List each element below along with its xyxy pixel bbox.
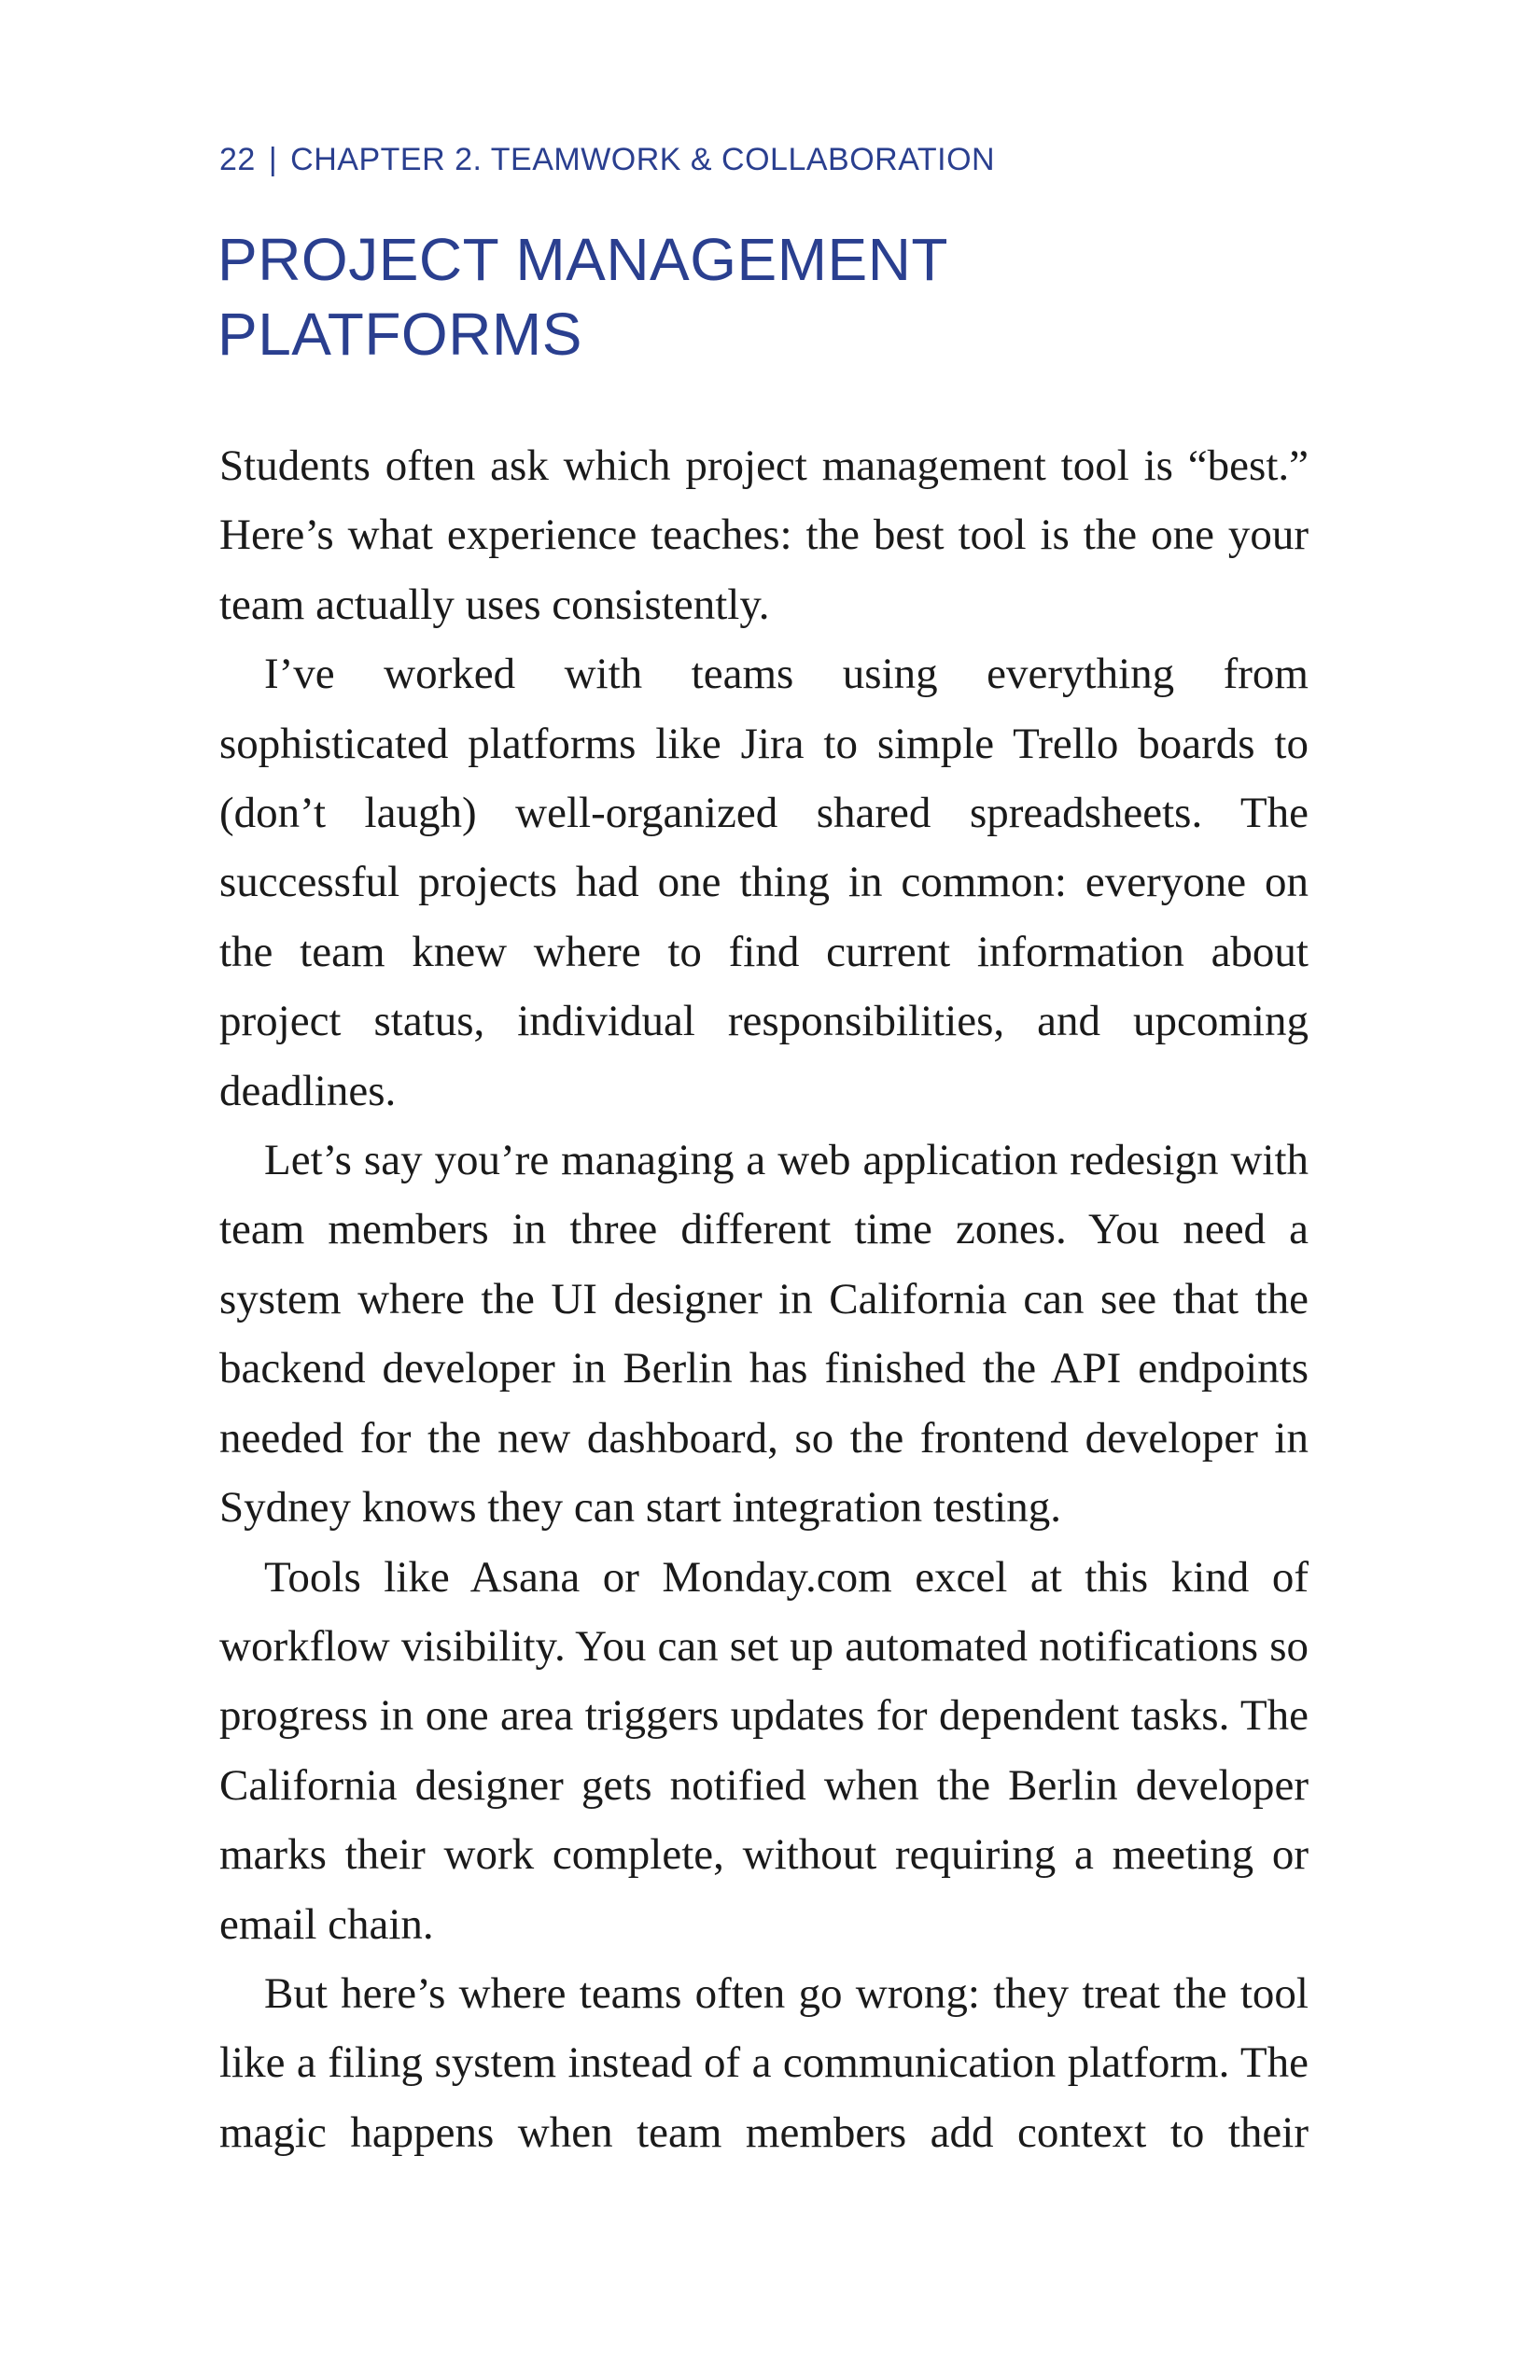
paragraph: Let’s say you’re managing a web application redesign with team members in three different time zones. You need a system where the UI designer in California can see that the backend developer in Berlin has finished the API endpoints needed for the new dashboard, so the frontend developer in Sydney knows they can start integration testing. bbox=[219, 1136, 1309, 1533]
body-text bbox=[219, 431, 1309, 2167]
page-number: 22 bbox=[219, 142, 256, 177]
chapter-title: CHAPTER 2. TEAMWORK & COLLABORATION bbox=[290, 142, 996, 177]
section-title: PROJECT MANAGEMENT PLATFORMS bbox=[217, 226, 947, 368]
paragraph: I’ve worked with teams using everything from sophisticated platforms like Jira to simple Trello boards to (don’t laugh) well-organized shared spreadsheets. The successful projects had one thing in common: everyone on the team knew where to find current information about project status, individual responsibilities, and upcoming deadlines. bbox=[219, 650, 1309, 1115]
paragraph: Students often ask which project management tool is “best.” Here’s what experience teaches: the best tool is the one your team actually uses consistently. bbox=[219, 441, 1309, 629]
header-separator: | bbox=[268, 142, 278, 177]
running-head bbox=[219, 142, 995, 178]
paragraph: Tools like Asana or Monday.com excel at this kind of workflow visibility. You can set up automated notifications so progress in one area triggers updates for dependent tasks. The California designer gets notified when the Berlin developer marks their work complete, without requiring a meeting or email chain. bbox=[219, 1552, 1309, 1949]
paragraph: But here’s where teams often go wrong: they treat the tool like a filing system instead of a communication platform. The magic happens when team members add context to their bbox=[219, 1968, 1309, 2157]
